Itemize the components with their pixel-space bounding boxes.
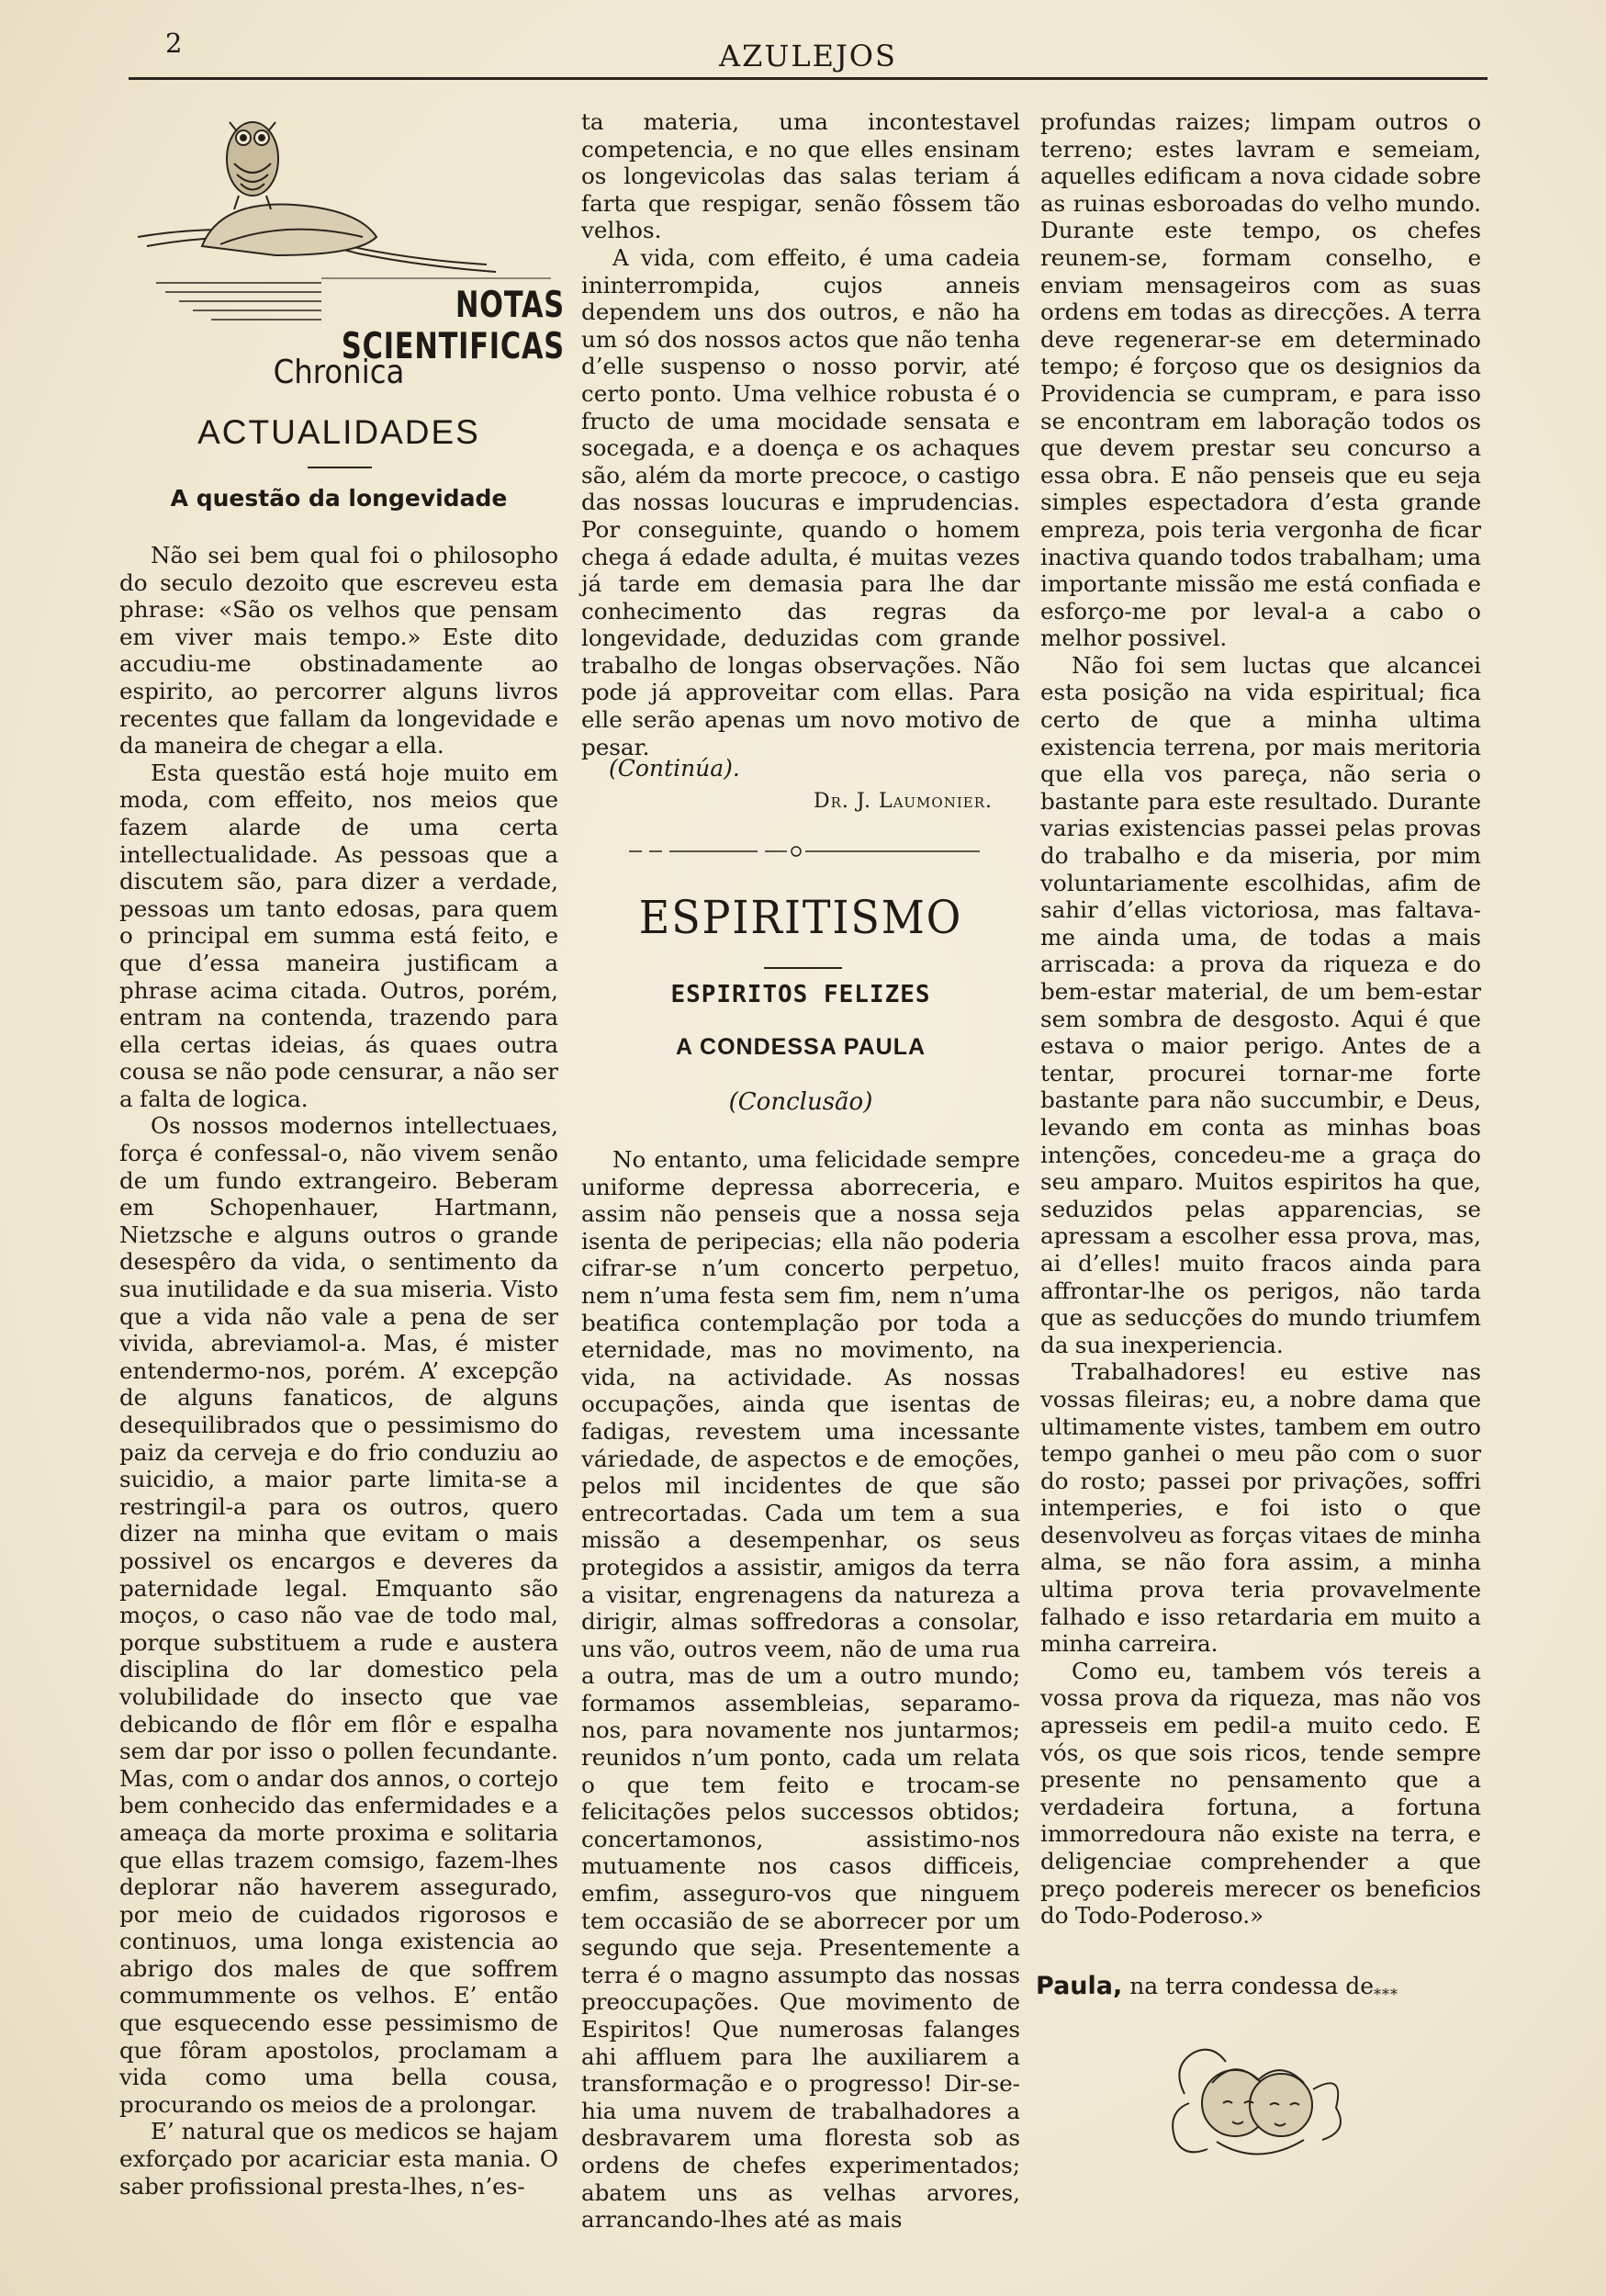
- heading-actualidades: ACTUALIDADES: [197, 413, 480, 451]
- paragraph: Trabalhadores! eu estive nas vossas fileiras; eu, a nobre dama que ultimamente vistes, tambem em outro tempo ganhei o meu pão com o suor do rosto; passei por privações, soffri intemperies, e foi isto o que desenvolveu as forças vitaes de minha alma, se não fora assim, a minha ultima prova teria provavelmente falhado e isso retardaria em muito a minha carreira.: [1040, 1358, 1481, 1658]
- header-rule: [129, 77, 1488, 80]
- article-body-longevidade: [119, 542, 558, 2200]
- paragraph: Não sei bem qual foi o philosopho do seculo dezoito que escreveu esta phrase: «São os velhos que pensam em viver mais tempo.» Este dito accudiu-me obstinadamente ao espirito, ao percorrer alguns livros recentes que fallam da longevidade e da maneira de chegar a ella.: [119, 542, 558, 760]
- signature-name: Paula,: [1036, 1972, 1123, 2000]
- paragraph: ta materia, uma incontestavel competencia, e no que elles ensinam os longevicolas das salas teriam á farta que respigar, senão fôssem tão velhos.: [581, 108, 1020, 244]
- author-byline: Dr. J. Laumonier.: [813, 790, 993, 813]
- section-title-notas: NOTAS SCIENTIFICAS: [341, 285, 565, 367]
- paragraph: Não foi sem luctas que alcancei esta posição na vida espiritual; fica certo de que a minha ultima existencia terrena, por mais meritoria que ella vos pareça, não seria o bastante para este resultado. Durante varias existencias passei pelas provas do trabalho e da miseria, por mim voluntariamente escolhidas, afim de sahir d’ellas victoriosa, mas faltava-me ainda uma, de todas a mais arriscada: a prova da riqueza e do bem-estar material, de um bem-estar sem sombra de desgosto. Aqui é que estava o maior perigo. Antes de a tentar, procurei tornar-me forte bastante para não succumbir, e Deus, levando em conta as minhas boas intenções, concedeu-me a graça do seu amparo. Muitos espiritos ha que, seduzidos pelas apparencias, se apressam a escolher essa prova, mas, ai d’elles! muito fracos ainda para affrontar-lhe os perigos, não tarda que as seducções do mundo triumfem da sua inexperiencia.: [1040, 651, 1481, 1358]
- signature-line: [1036, 1972, 1477, 2003]
- ornament-divider-icon: [629, 845, 980, 858]
- paragraph: profundas raizes; limpam outros o terreno; estes lavram e semeiam, aquelles edificam a nova cidade sobre as ruinas esboroadas do velho mundo. Durante este tempo, os chefes reunem-se, formam conselho, e enviam mensageiros com as suas ordens em todas as direcções. A terra deve regenerar-se em determinado tempo; é forçoso que os designios da Providencia se cumpram, e para isso se encontram em laboração todos os que devem prestar seu concurso a essa obra. E não penseis que eu seja simples espectadora d’esta grande empreza, pois teria vergonha de ficar inactiva quando todos trabalham; uma importante missão me está confiada e esforço-me por leval-a a cabo o melhor possivel.: [1040, 108, 1481, 652]
- article-body-condessa-cont: [1040, 108, 1481, 1930]
- signature-text: na terra condessa de: [1122, 1973, 1375, 1999]
- paragraph: Os nossos modernos intellectuaes, força é confessal-o, não vivem senão de um fundo extrangeiro. Beberam em Schopenhauer, Hartmann, Nietzsche e alguns outros o grande desespêro da vida, o sentimento da sua inutilidade e da sua miseria. Visto que a vida não vale a pena de ser vivida, abreviamol-a. Mas, é mister entendermo-nos, porém. A’ excepção de alguns fanaticos, de alguns desequilibrados que o pessimismo do paiz da cerveja e do frio conduziu ao suicidio, a maior parte limita-se a restringil-a para os outros, quero dizer na minha que evitam o mais possivel os encargos e deveres da paternidade legal. Emquanto são moços, o caso não vae de todo mal, porque substituem a rude e austera disciplina do lar domestico pela volubilidade do insecto que vae debicando de flôr em flôr e espalha sem dar por isso o pollen fecundante. Mas, com o andar dos annos, o cortejo bem conhecido das enfermidades e a ameaça da morte proxima e solitaria que ellas trazem comsigo, fazem-lhes deplorar não haverem assegurado, por meio de cuidados rigorosos e continuos, uma longa existencia ao abrigo dos males de que soffrem commummente os velhos. E’ então que esquecendo esse pessimismo de que fôram apostolos, proclamam a vida como uma bella cousa, procurando os meios de a prolongar.: [119, 1112, 558, 2118]
- signature-stars: ***: [1374, 1986, 1399, 2003]
- conclusao-note: (Conclusão): [728, 1088, 873, 1116]
- section-title-espiritismo: ESPIRITISMO: [638, 891, 963, 944]
- paragraph: No entanto, uma felicidade sempre uniforme depressa aborreceria, e assim não penseis que a nossa seja isenta de peripecias; ella não poderia cifrar-se n’um concerto perpetuo, nem n’uma festa sem fim, nem n’uma beatifica contemplação por toda a eternidade, mas no movimento, na vida, na actividade. As nossas occupações, ainda que isentas de fadigas, revestem uma incessante váriedade, de aspectos e de emoções, pelos mil incidentes de que são entrecortadas. Cada um tem a sua missão a desempenhar, os seus protegidos a assistir, amigos da terra a visitar, engrenagens da natureza a dirigir, almas soffredoras a consolar, uns vão, outros veem, não de uma rua a outra, mas de um a outro mundo; formamos assembleias, separamo-nos, para novamente nos juntarmos; reunidos n’um ponto, cada um relata o que tem feito e trocam-se felicitações pelos successos obtidos; concertamonos, assistimo-nos mutuamente nos casos difficeis, emfim, asseguro-vos que ninguem tem occasião de se aborrecer por um segundo que seja. Presentemente a terra é o magno assumpto das nossas preoccupações. Que movimento de Espiritos! Que numerosas falanges ahi affluem para lhe auxiliarem a transformação e o progresso! Dir-se-hia uma nuvem de trabalhadores a desbravarem uma floresta sob as ordens de chefes experimentados; abatem uns as velhas arvores, arrancando-lhes até as mais: [581, 1146, 1020, 2234]
- divider: [308, 467, 372, 468]
- article-body-condessa: [581, 1146, 1020, 2234]
- page-number: 2: [165, 28, 183, 59]
- paragraph: Esta questão está hoje muito em moda, com effeito, nos meios que fazem alarde de uma certa intellectualidade. As pessoas que a discutem são, para dizer a verdade, pessoas um tanto edosas, para quem o principal em summa está feito, e que d’essa maneira justificam a phrase acima citada. Outros, porém, entram na contenda, trazendo para ella certas ideias, ás quaes outra cousa se não pode censurar, a não ser a falta de logica.: [119, 759, 558, 1112]
- paragraph: Como eu, tambem vós tereis a vossa prova da riqueza, mas não vos apresseis em pedil-a muito cedo. E vós, os que sois ricos, tende sempre presente no pensamento que a verdadeira fortuna, a fortuna immorredoura não existe na terra, e deligenciae comprehender a que preço podereis merecer os beneficios do Todo-Poderoso.»: [1040, 1657, 1481, 1930]
- paragraph: E’ natural que os medicos se hajam exforçado por acariciar esta mania. O saber profissional presta-lhes, n’es-: [119, 2118, 558, 2200]
- subheading-espiritos-felizes: ESPIRITOS FELIZES: [670, 981, 931, 1008]
- article-title-longevidade: A questão da longevidade: [170, 485, 508, 512]
- article-title-condessa: A CONDESSA PAULA: [675, 1034, 927, 1060]
- article-body-continuation: [581, 108, 1020, 760]
- journal-title: AZULEJOS: [719, 39, 897, 73]
- paragraph: A vida, com effeito, é uma cadeia ininterrompida, cujos anneis dependem uns dos outros, e não ha um só dos nossos actos que não tenha d’elle suspenso o nosso porvir, até certo ponto. Uma velhice robusta é o fructo de uma mocidade sensata e socegada, e a doença e os achaques são, além da morte precoce, o castigo das nossas loucuras e imprudencias. Por conseguinte, quando o homem chega á edade adulta, é muitas vezes já tarde em demasia para lhe dar conhecimento das regras da longevidade, deduzidas com grande trabalho de longas observações. Não pode já approveitar com ellas. Para elle serão apenas um novo motivo de pesar.: [581, 243, 1020, 760]
- page-header: [129, 28, 1488, 83]
- divider: [764, 967, 842, 969]
- cherub-vignette-icon: [1166, 2039, 1350, 2177]
- subsection-chronica: Chronica: [273, 354, 405, 391]
- continua-note: (Continúa).: [609, 755, 740, 782]
